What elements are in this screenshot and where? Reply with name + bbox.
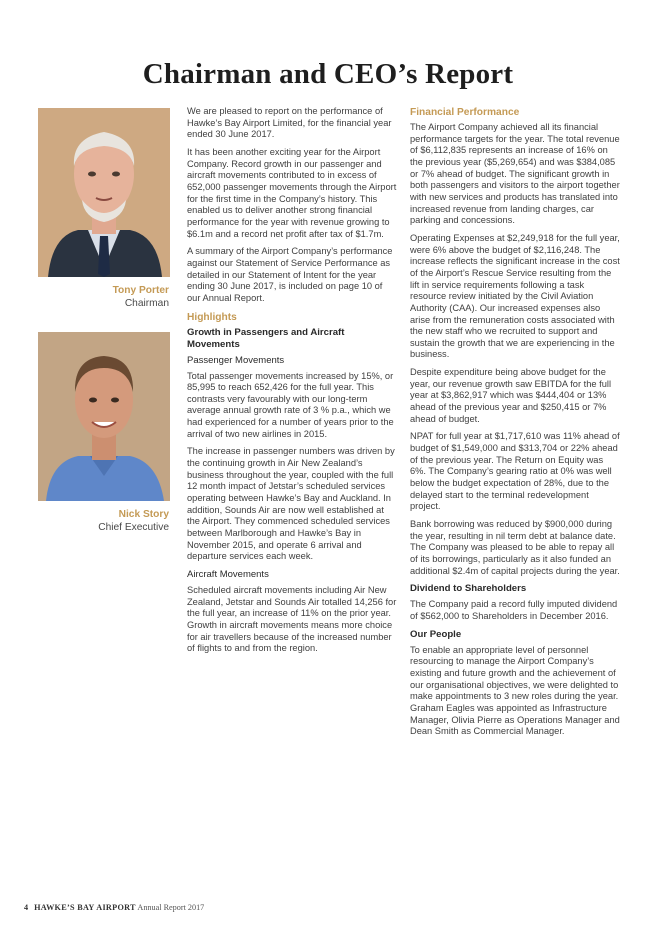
person-role: Chairman bbox=[124, 298, 169, 309]
chairman-photo bbox=[38, 108, 170, 277]
footer-suffix: Annual Report 2017 bbox=[137, 903, 205, 912]
body-paragraph: Total passenger movements increased by 15%, or 85,995 to reach 652,426 for the full year. This contrasts very favourably with our long-term average annual growth rate of 3 % p.a., which we had experienced for a number of years prior to the arrival of two new airlines in 2015. bbox=[187, 370, 394, 439]
body-paragraph: NPAT for full year at $1,717,610 was 11% ahead of budget of $1,549,000 and $313,704 or 22% ahead of the previous year. The Return on Equity was 6%. The Company’s gearing ratio at 0% was well below the budget expectation of 28%, due to the delayed start to the terminal redevelopment project. bbox=[410, 431, 620, 512]
person-role: Chief Executive bbox=[98, 522, 169, 533]
body-paragraph: Despite expenditure being above budget for the year, our revenue growth saw EBITDA for the full year at $3,862,917 which was $444,404 or 13% ahead of the previous year and $250,415 or 7% ahead of budget. bbox=[410, 367, 612, 424]
footer-brand: HAWKE’S BAY AIRPORT bbox=[34, 903, 136, 912]
body-paragraph: The increase in passenger numbers was driven by the continuing growth in Air New Zealand’s business throughout the year, coupled with the full 12 month impact of Jetstar’s scheduled services operating between Hawke’s Bay and Auckland. In addition, Sounds Air are now well established at the Airport. They commenced scheduled services between Marlborough and Hawke’s Bay in November 2015, and operate 6 arrival and departure services each week. bbox=[187, 446, 395, 562]
ceo-photo bbox=[38, 332, 170, 501]
body-paragraph: We are pleased to report on the performance of Hawke’s Bay Airport Limited, for the financial year ended 30 June 2017. bbox=[187, 106, 392, 140]
body-paragraph: The Airport Company achieved all its financial performance targets for the year. The total revenue of $6,112,835 represents an increase of 16% on the previous year ($5,269,654) and was $384,085 or 7% ahead of budget. The significant growth in both passengers and visitors to the airport together with new services and products has translated into increased revenue from landing charges, car parking and concessions. bbox=[410, 122, 620, 226]
subsection-heading-people: Our People bbox=[410, 628, 462, 640]
body-paragraph: Scheduled aircraft movements including Air New Zealand, Jetstar and Sounds Air totalled 14,256 for the full year, an increase of 11% on the prior year. Growth in aircraft movements means more choice for air travellers because of the increased number of flights to and from the region. bbox=[187, 585, 397, 654]
person-name: Tony Porter bbox=[112, 285, 169, 296]
subsection-heading-dividend: Dividend to Shareholders bbox=[410, 583, 527, 595]
section-heading-highlights: Highlights bbox=[187, 311, 237, 323]
page-title: Chairman and CEO’s Report bbox=[142, 58, 514, 90]
section-heading-financial: Financial Performance bbox=[410, 107, 520, 118]
body-paragraph: It has been another exciting year for the Airport Company. Record growth in our passenger and aircraft movements contributed to in excess of 652,000 passenger movements through the Airport for the first time in the Company’s history. This enabled us to deliver another strong financial performance for the year with revenue growing to $6.1m and a record net profit after tax of $1.7m. bbox=[187, 146, 397, 239]
body-paragraph: To enable an appropriate level of personnel resourcing to manage the Airport Company’s existing and future growth and the achievement of our organisational objectives, we were delighted to make appointments to 3 new roles during the year. Graham Eagles was appointed as Infrastructure Manager, Olivia Pierre as Operations Manager and Dean Smith as Commercial Manager. bbox=[410, 644, 620, 737]
subsection-heading-growth: Growth in Passengers and Aircraft Movements bbox=[187, 326, 345, 350]
body-paragraph: Bank borrowing was reduced by $900,000 during the year, resulting in nil term debt at balance date. The Company was pleased to be able to repay all of its borrowings, particularly as it also funded an additional $2.4m of capital projects during the year. bbox=[410, 519, 620, 576]
ceo-caption bbox=[38, 508, 169, 534]
body-paragraph: The Company paid a record fully imputed dividend of $562,000 to Shareholders in December 2016. bbox=[410, 599, 618, 621]
report-column-left bbox=[187, 106, 397, 661]
body-paragraph: A summary of the Airport Company’s performance against our Statement of Service Performance as detailed in our Statement of Intent for the year ending 30 June 2017, is included on page 10 of our Annual Report. bbox=[187, 246, 393, 303]
page-number: 4 bbox=[24, 903, 29, 912]
person-name: Nick Story bbox=[118, 509, 169, 520]
page-footer bbox=[24, 903, 204, 912]
body-paragraph: Operating Expenses at $2,249,918 for the full year, were 6% above the budget of $2,116,248. The increase reflects the significant increase in the cost of the Airport’s Rescue Service resulting from the lift in service requirements following a task resource review initiated by the Civil Aviation Authority (CAA). Our increased expenses also arise from the remuneration costs associated with the new staff who we recruited to support and sustain the growth that we are experiencing in the business. bbox=[410, 232, 620, 360]
report-column-right bbox=[410, 106, 620, 744]
chairman-caption bbox=[38, 284, 169, 310]
subsection-heading-aircraft: Aircraft Movements bbox=[187, 569, 269, 580]
subsection-heading-passenger: Passenger Movements bbox=[187, 354, 285, 366]
